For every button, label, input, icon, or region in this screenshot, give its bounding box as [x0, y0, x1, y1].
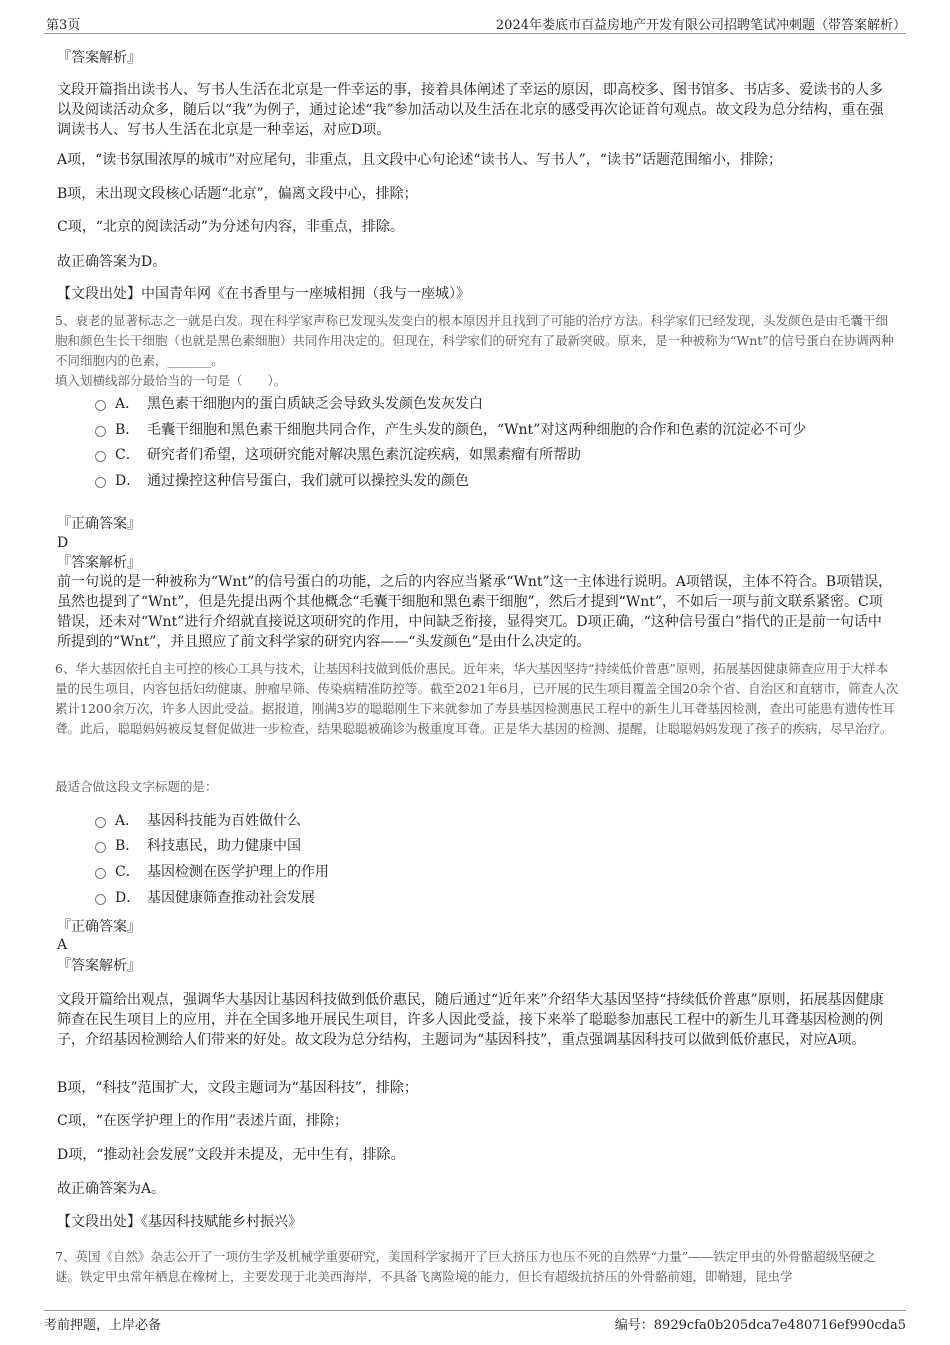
radio-icon[interactable]: [95, 477, 106, 488]
option-label: C．: [115, 447, 140, 463]
q6-answer: A: [57, 937, 68, 953]
q6-answer-title: 『正确答案』: [57, 919, 141, 935]
document-code: [615, 1314, 906, 1333]
q6-prompt: 最适合做这段文字标题的是：: [55, 779, 218, 794]
q4-analysis-title: 『答案解析』: [57, 50, 141, 66]
option-text: 科技惠民，助力健康中国: [147, 838, 301, 854]
option-label: D．: [115, 473, 141, 489]
q5-answer-title: 『正确答案』: [57, 516, 141, 532]
q6-option-b[interactable]: [95, 836, 301, 856]
option-label: C．: [115, 864, 140, 880]
q4-analysis-p1: 文段开篇指出读书人、写书人生活在北京是一件幸运的事，接着具体阐述了幸运的原因，即高校多、图书馆多、书店多、爱读书的人多以及阅读活动众多，随后以“我”为例子，通过论述“我”参加活动以及生活在北京的感受再次论证首句观点。故文段为总分结构，重在强调读书人、写书人生活在北京是一种幸运，对应D项。: [57, 82, 884, 138]
option-text: 黑色素干细胞内的蛋白质缺乏会导致头发颜色发灰发白: [147, 396, 483, 412]
q6-option-a[interactable]: [95, 811, 301, 831]
q5-option-c[interactable]: [95, 445, 581, 465]
code-value: 8929cfa0b205dca7e480716ef990cda5: [653, 1318, 906, 1333]
q6-analysis-d: D项，“推动社会发展”文段并未提及，无中生有，排除。: [57, 1147, 405, 1163]
q6-source: 【文段出处】《基因科技赋能乡村振兴》: [57, 1214, 302, 1230]
q5-stem: 5、衰老的显著标志之一就是白发。现在科学家声称已发现头发变白的根本原因并且找到了可能的治疗方法。科学家们已经发现，头发颜色是由毛囊干细胞和颜色生长干细胞（也就是黑色素细胞）共同作用决定的。但现在，科学家们的研究有了最新突破。原来，是一种被称为“Wnt”的信号蛋白在协调两种不同细胞内的色素，_______。: [55, 313, 894, 368]
code-label: 编号：: [614, 1318, 654, 1333]
document-title: 2024年娄底市百益房地产开发有限公司招聘笔试冲刺题（带答案解析）: [495, 18, 906, 33]
q6-analysis-b: B项，“科技”范围扩大，文段主题词为“基因科技”，排除；: [57, 1080, 418, 1096]
q4-analysis-c: C项，“北京的阅读活动”为分述句内容，非重点，排除。: [57, 219, 405, 235]
option-text: 通过操控这种信号蛋白，我们就可以操控头发的颜色: [147, 473, 469, 489]
header-divider: [44, 33, 906, 34]
radio-icon[interactable]: [95, 817, 106, 828]
q4-analysis-a: A项，“读书氛围浓厚的城市”对应尾句，非重点，且文段中心句论述“读书人、写书人”，“读书”话题范围缩小，排除；: [57, 152, 783, 168]
footer-divider: [44, 1310, 906, 1311]
option-text: 基因科技能为百姓做什么: [147, 813, 301, 829]
q6-option-d[interactable]: [95, 888, 315, 908]
page-number: 第3页: [46, 18, 81, 33]
option-text: 研究者们希望，这项研究能对解决黑色素沉淀疾病，如黑素瘤有所帮助: [147, 447, 581, 463]
radio-icon[interactable]: [95, 868, 106, 879]
radio-icon[interactable]: [95, 894, 106, 905]
option-text: 基因健康筛查推动社会发展: [147, 890, 315, 906]
q6-option-c[interactable]: [95, 862, 329, 882]
option-label: A．: [115, 813, 140, 829]
q4-source: 【文段出处】中国青年网《在书香里与一座城相拥（我与一座城）》: [57, 286, 470, 302]
q4-conclusion: 故正确答案为D。: [57, 254, 167, 270]
q7-stem: 7、英国《自然》杂志公开了一项仿生学及机械学重要研究，美国科学家揭开了巨大挤压力也压不死的自然界“力量”——铁定甲虫的外骨骼超级坚硬之谜。铁定甲虫常年栖息在橡树上，主要发现于北美西海岸，不具备飞离险境的能力，但长有超级抗挤压的外骨骼前翅，即鞘翅，昆虫学: [55, 1249, 876, 1284]
q4-analysis-b: B项，未出现文段核心话题“北京”，偏离文段中心，排除；: [57, 186, 418, 202]
q5-option-d[interactable]: [95, 471, 469, 491]
option-label: A．: [115, 396, 140, 412]
q5-prompt: 填入划横线部分最恰当的一句是（ ）。: [55, 373, 287, 388]
option-label: D．: [115, 890, 141, 906]
q6-conclusion: 故正确答案为A。: [57, 1181, 166, 1197]
q5-option-a[interactable]: [95, 394, 483, 414]
option-text: 毛囊干细胞和黑色素干细胞共同合作，产生头发的颜色，“Wnt”对这两种细胞的合作和色素的沉淀必不可少: [147, 422, 807, 438]
q5-answer: D: [57, 535, 69, 551]
q6-analysis-title: 『答案解析』: [57, 958, 141, 974]
radio-icon[interactable]: [95, 451, 106, 462]
option-label: B．: [115, 838, 140, 854]
option-label: B．: [115, 422, 140, 438]
radio-icon[interactable]: [95, 842, 106, 853]
q6-analysis-c: C项，“在医学护理上的作用”表述片面，排除；: [57, 1113, 349, 1129]
footer-slogan: 考前押题，上岸必备: [44, 1318, 162, 1333]
q5-analysis: 前一句说的是一种被称为“Wnt”的信号蛋白的功能，之后的内容应当紧承“Wnt”这一主体进行说明。A项错误，主体不符合。B项错误，虽然也提到了“Wnt”，但是先提出两个其他概念“毛囊干细胞和黑色素干细胞”，然后才提到“Wnt”，不如后一项与前文联系紧密。C项错误，还未对“Wnt”进行介绍就直接说这项研究的作用，中间缺乏衔接，显得突兀。D项正确，“这种信号蛋白”指代的正是前一句话中所提到的“Wnt”，并且照应了前文科学家的研究内容——“头发颜色”是由什么决定的。: [57, 574, 893, 650]
radio-icon[interactable]: [95, 426, 106, 437]
q5-analysis-title: 『答案解析』: [57, 555, 141, 571]
option-text: 基因检测在医学护理上的作用: [147, 864, 329, 880]
q6-stem: 6、华大基因依托自主可控的核心工具与技术，让基因科技做到低价惠民。近年来，华大基因坚持“持续低价普惠”原则，拓展基因健康筛查应用于大样本量的民生项目，内容包括妇幼健康、肿瘤早筛、传染病精准防控等。截至2021年6月，已开展的民生项目覆盖全国20余个省、自治区和直辖市，筛查人次累计1200余万次，许多人因此受益。据报道，刚满3岁的聪聪刚生下来就参加了寿县基因检测惠民工程中的新生儿耳聋基因检测，查出可能患有遗传性耳聋。此后，聪聪妈妈被反复督促做进一步检查，结果聪聪被确诊为极重度耳聋。正是华大基因的检测、提醒，让聪聪妈妈发现了孩子的疾病，尽早治疗。: [55, 661, 899, 736]
q6-analysis-p1: 文段开篇给出观点，强调华大基因让基因科技做到低价惠民，随后通过“近年来”介绍华大基因坚持“持续低价普惠”原则，拓展基因健康筛查在民生项目上的应用，并在全国多地开展民生项目，许多人因此受益，接下来举了聪聪参加惠民工程中的新生儿耳聋基因检测的例子，介绍基因检测给人们带来的好处。故文段为总分结构，主题词为“基因科技”，重点强调基因科技可以做到低价惠民，对应A项。: [57, 992, 884, 1048]
q5-option-b[interactable]: [95, 420, 806, 440]
radio-icon[interactable]: [95, 400, 106, 411]
